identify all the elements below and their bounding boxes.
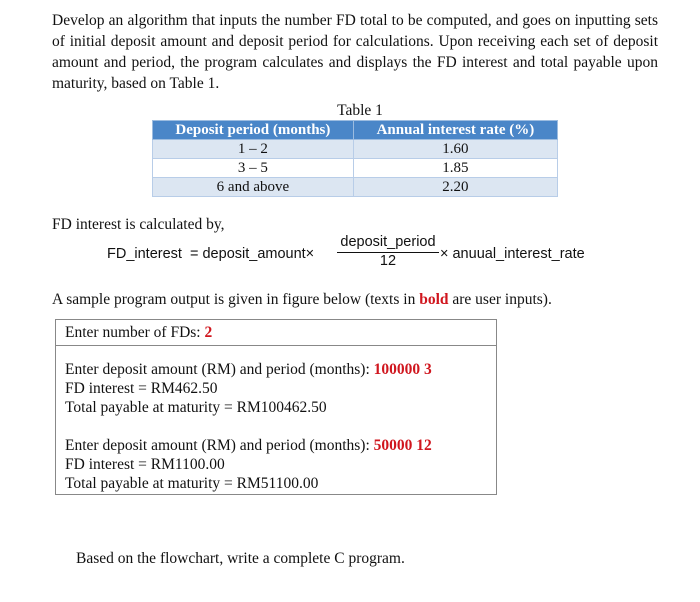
total-line: Total payable at maturity = RM100462.50 <box>65 399 327 416</box>
cell: 1.60 <box>353 140 557 159</box>
denominator: 12 <box>379 253 397 269</box>
count-line <box>56 320 496 346</box>
numerator: deposit_period <box>337 234 439 253</box>
user-input: 2 <box>204 324 213 341</box>
total-line: Total payable at maturity = RM51100.00 <box>65 475 319 492</box>
interest-rate-table <box>152 120 558 197</box>
prompt: Enter deposit amount (RM) and period (months): <box>65 361 374 378</box>
sample-intro <box>52 291 552 309</box>
table-row <box>153 159 558 178</box>
text: are user inputs). <box>448 291 552 308</box>
input-line <box>56 436 496 455</box>
problem-description: Develop an algorithm that inputs the number FD total to be computed, and goes on inputting sets of initial deposit amount and deposit period for calculations. Upon receiving each set of deposit amount and period, the program calculates and displays the FD interest and total payable upon maturity, based on Table 1. <box>52 12 658 92</box>
interest-line: FD interest = RM462.50 <box>65 380 218 397</box>
cell: 1 – 2 <box>153 140 354 159</box>
interest-line: FD interest = RM1100.00 <box>65 456 225 473</box>
table-row <box>153 140 558 159</box>
input-line <box>56 360 496 379</box>
header-period: Deposit period (months) <box>153 121 354 140</box>
formula-lhs: FD_interest = deposit_amount× <box>107 246 315 262</box>
prompt: Enter deposit amount (RM) and period (months): <box>65 437 374 454</box>
user-input: 100000 3 <box>373 361 432 378</box>
task-instruction: Based on the flowchart, write a complete C program. <box>76 550 405 567</box>
formula-fraction <box>337 234 439 269</box>
cell: 6 and above <box>153 178 354 197</box>
cell: 2.20 <box>353 178 557 197</box>
cell: 1.85 <box>353 159 557 178</box>
header-rate: Annual interest rate (%) <box>353 121 557 140</box>
cell: 3 – 5 <box>153 159 354 178</box>
sample-output-box <box>55 319 497 495</box>
text: A sample program output is given in figure below (texts in <box>52 291 420 308</box>
bold-word: bold <box>419 291 449 308</box>
table-row <box>153 178 558 197</box>
table-caption: Table 1 <box>337 102 383 119</box>
user-input: 50000 12 <box>373 437 432 454</box>
formula-rhs: × anuual_interest_rate <box>440 246 585 262</box>
table-header <box>153 121 558 140</box>
prompt: Enter number of FDs: <box>65 324 205 341</box>
formula-intro: FD interest is calculated by, <box>52 216 225 233</box>
